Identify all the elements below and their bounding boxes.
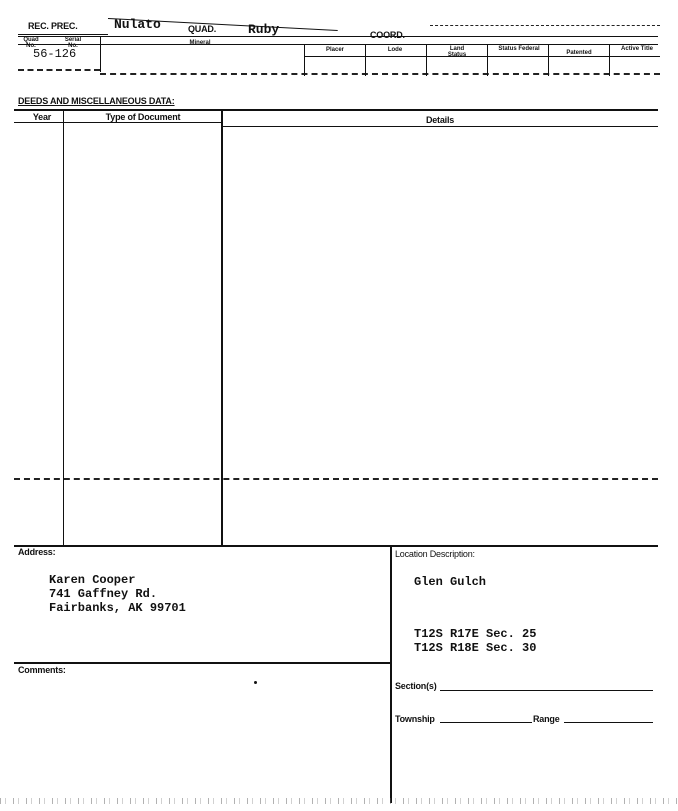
rule	[430, 25, 660, 26]
rule	[487, 44, 488, 76]
rule	[14, 545, 658, 547]
location-twp-2: T12S R18E Sec. 30	[414, 641, 537, 655]
section-field[interactable]	[440, 690, 653, 691]
col-active-title: Active Title	[621, 46, 653, 52]
coord-label: COORD.	[370, 30, 405, 40]
rule	[14, 109, 658, 111]
range-field[interactable]	[564, 722, 653, 723]
rule	[18, 34, 108, 35]
col-land-status: Land Status	[447, 46, 467, 58]
col-lode: Lode	[387, 47, 403, 53]
rule	[390, 545, 392, 803]
rule	[304, 56, 660, 57]
rec-prec-value: Nulato	[114, 17, 161, 32]
address-line-1: Karen Cooper	[49, 573, 136, 587]
rule	[304, 44, 305, 76]
rule	[14, 122, 222, 123]
quad-value: Ruby	[248, 22, 280, 37]
address-label: Address:	[18, 547, 56, 557]
deeds-col-details: Details	[425, 115, 455, 125]
ink-dot	[254, 681, 257, 684]
rule	[426, 44, 427, 76]
township-label: Township	[395, 714, 435, 724]
rule	[222, 126, 658, 127]
rule	[100, 36, 101, 72]
rule	[18, 69, 100, 71]
address-line-2: 741 Gaffney Rd.	[49, 587, 158, 601]
rule	[548, 44, 549, 76]
address-line-3: Fairbanks, AK 99701	[49, 601, 186, 615]
location-place: Glen Gulch	[414, 575, 487, 589]
rule	[100, 73, 660, 75]
col-status-federal: Status Federal	[498, 46, 540, 52]
township-field[interactable]	[440, 722, 532, 723]
quad-label: QUAD.	[188, 24, 216, 34]
rec-prec-label: REC. PREC.	[28, 21, 78, 31]
rule	[14, 478, 658, 480]
col-mineral: Mineral	[189, 40, 211, 46]
deeds-col-year: Year	[32, 112, 52, 122]
quad-serial-value: 56-126	[33, 47, 77, 61]
col-quad-no: Quad No.	[23, 37, 39, 49]
rule	[609, 44, 610, 76]
deeds-col-type: Type of Document	[105, 112, 181, 122]
deeds-section-title: DEEDS AND MISCELLANEOUS DATA:	[18, 96, 175, 106]
location-label: Location Description:	[395, 549, 475, 559]
comments-label: Comments:	[18, 665, 66, 675]
section-label: Section(s)	[395, 681, 437, 691]
col-serial-no: Serial No.	[64, 37, 82, 49]
range-label: Range	[533, 714, 560, 724]
address-block	[49, 573, 186, 615]
rule	[365, 44, 366, 76]
rule	[14, 662, 391, 664]
location-twp-1: T12S R17E Sec. 25	[414, 627, 537, 641]
col-placer: Placer	[325, 47, 344, 53]
location-twp-block	[414, 627, 536, 655]
rule	[18, 36, 658, 37]
col-patented: Patented	[566, 50, 592, 56]
scan-noise	[0, 798, 678, 804]
rule	[18, 44, 658, 45]
